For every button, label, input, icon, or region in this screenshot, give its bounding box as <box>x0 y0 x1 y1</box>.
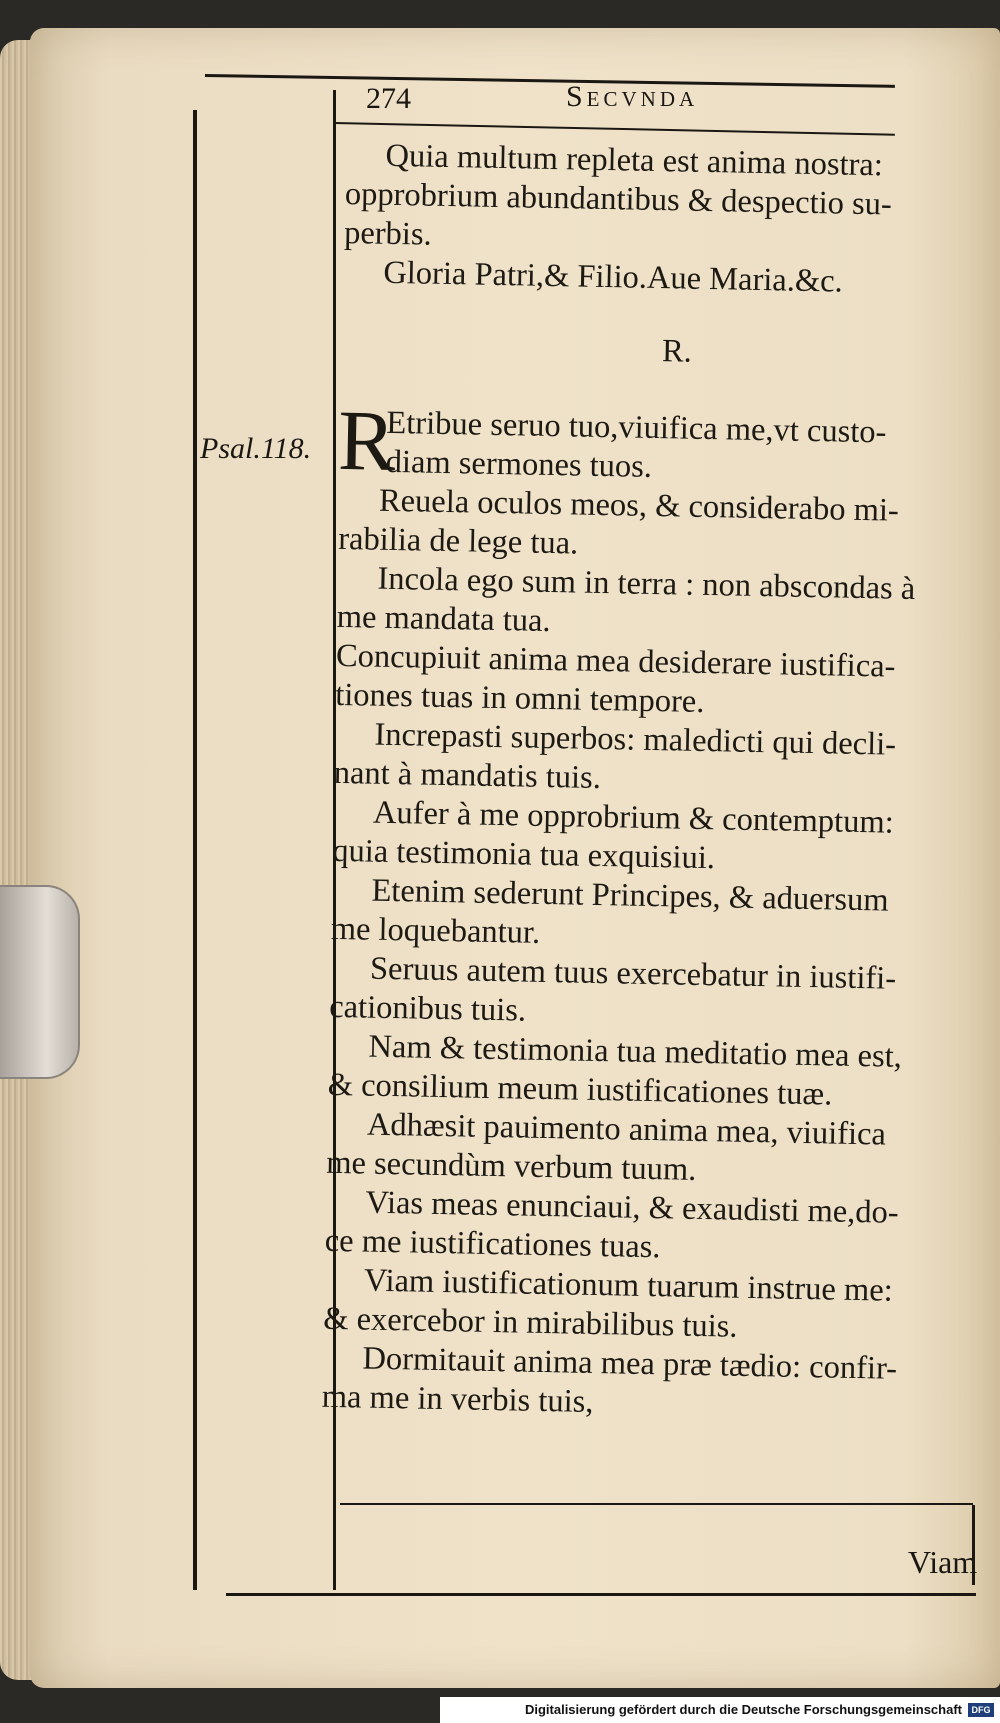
catchword: Viam <box>908 1544 978 1580</box>
text-line: opprobrium abundantibus & despectio su- <box>344 175 893 223</box>
bottom-inner-rule <box>340 1503 973 1505</box>
dfg-logo <box>968 1703 994 1717</box>
page-body-text <box>321 136 975 1429</box>
text-line: Concupiuit anima mea desiderare iustifica- <box>335 637 896 685</box>
text-line: Increpasti superbos: maledicti qui decli- <box>374 716 897 763</box>
text-line: Etribue seruo tuo,viuifica me,vt custo- <box>386 404 887 451</box>
text-line: ce me iustificationes tuas. <box>324 1222 661 1266</box>
digitization-credit: Digitalisierung gefördert durch die Deutsche Forschungsgemeinschaft <box>440 1697 1000 1723</box>
running-head: Secvnda <box>566 80 699 113</box>
text-line: quia testimonia tua exquisiui. <box>331 832 716 877</box>
text-line: me loquebantur. <box>330 910 541 951</box>
text-line: Vias meas enunciaui, & exaudisti me,do- <box>365 1184 900 1231</box>
text-line: Seruus autem tuus exercebatur in iustifi- <box>369 950 897 997</box>
text-line: & exercebor in mirabilibus tuis. <box>322 1300 738 1345</box>
section-letter: R. <box>661 333 693 370</box>
text-line: Reuela oculos meos, & considerabo mi- <box>378 482 900 529</box>
text-line: cationibus tuis. <box>328 988 527 1029</box>
bottom-outer-rule <box>226 1593 976 1596</box>
dropcap: R <box>337 391 397 489</box>
text-line: perbis. <box>343 214 433 253</box>
dropcap-paragraph <box>337 391 970 493</box>
margin-note: Psal.118. <box>200 432 312 465</box>
text-line: me mandata tua. <box>336 598 551 640</box>
text-line: Viam iustificationum tuarum instrue me: <box>363 1262 894 1309</box>
text-line: Nam & testimonia tua meditatio mea est, <box>368 1028 903 1075</box>
verse-lines <box>321 481 969 1429</box>
text-line: Gloria Patri,& Filio.Aue Maria.&c. <box>383 254 844 300</box>
text-line: Quia multum repleta est anima nostra: <box>385 137 884 184</box>
text-line: tiones tuas in omni tempore. <box>334 676 705 720</box>
text-line: Etenim sederunt Principes, & aduersum <box>371 872 889 919</box>
text-line: nant à mandatis tuis. <box>333 754 602 797</box>
page-number: 274 <box>366 82 411 115</box>
page-clip <box>0 885 80 1079</box>
text-line: Aufer à me opprobrium & contemptum: <box>372 794 895 841</box>
text-line: me secundùm verbum tuum. <box>325 1144 697 1188</box>
text-line: Adhæsit pauimento anima mea, viuifica <box>366 1106 887 1153</box>
text-line: & consilium meum iustificationes tuæ. <box>327 1066 833 1113</box>
text-line: diam sermones tuos. <box>385 443 653 485</box>
text-line: rabilia de lege tua. <box>337 520 579 562</box>
left-outer-rule <box>193 110 197 1590</box>
text-line: Incola ego sum in terra : non abscondas à <box>377 560 916 608</box>
text-line: Dormitauit anima mea præ tædio: confir- <box>362 1340 898 1387</box>
dfg-logo-text: DFG <box>971 1705 991 1715</box>
text-line: ma me in verbis tuis, <box>321 1378 594 1420</box>
